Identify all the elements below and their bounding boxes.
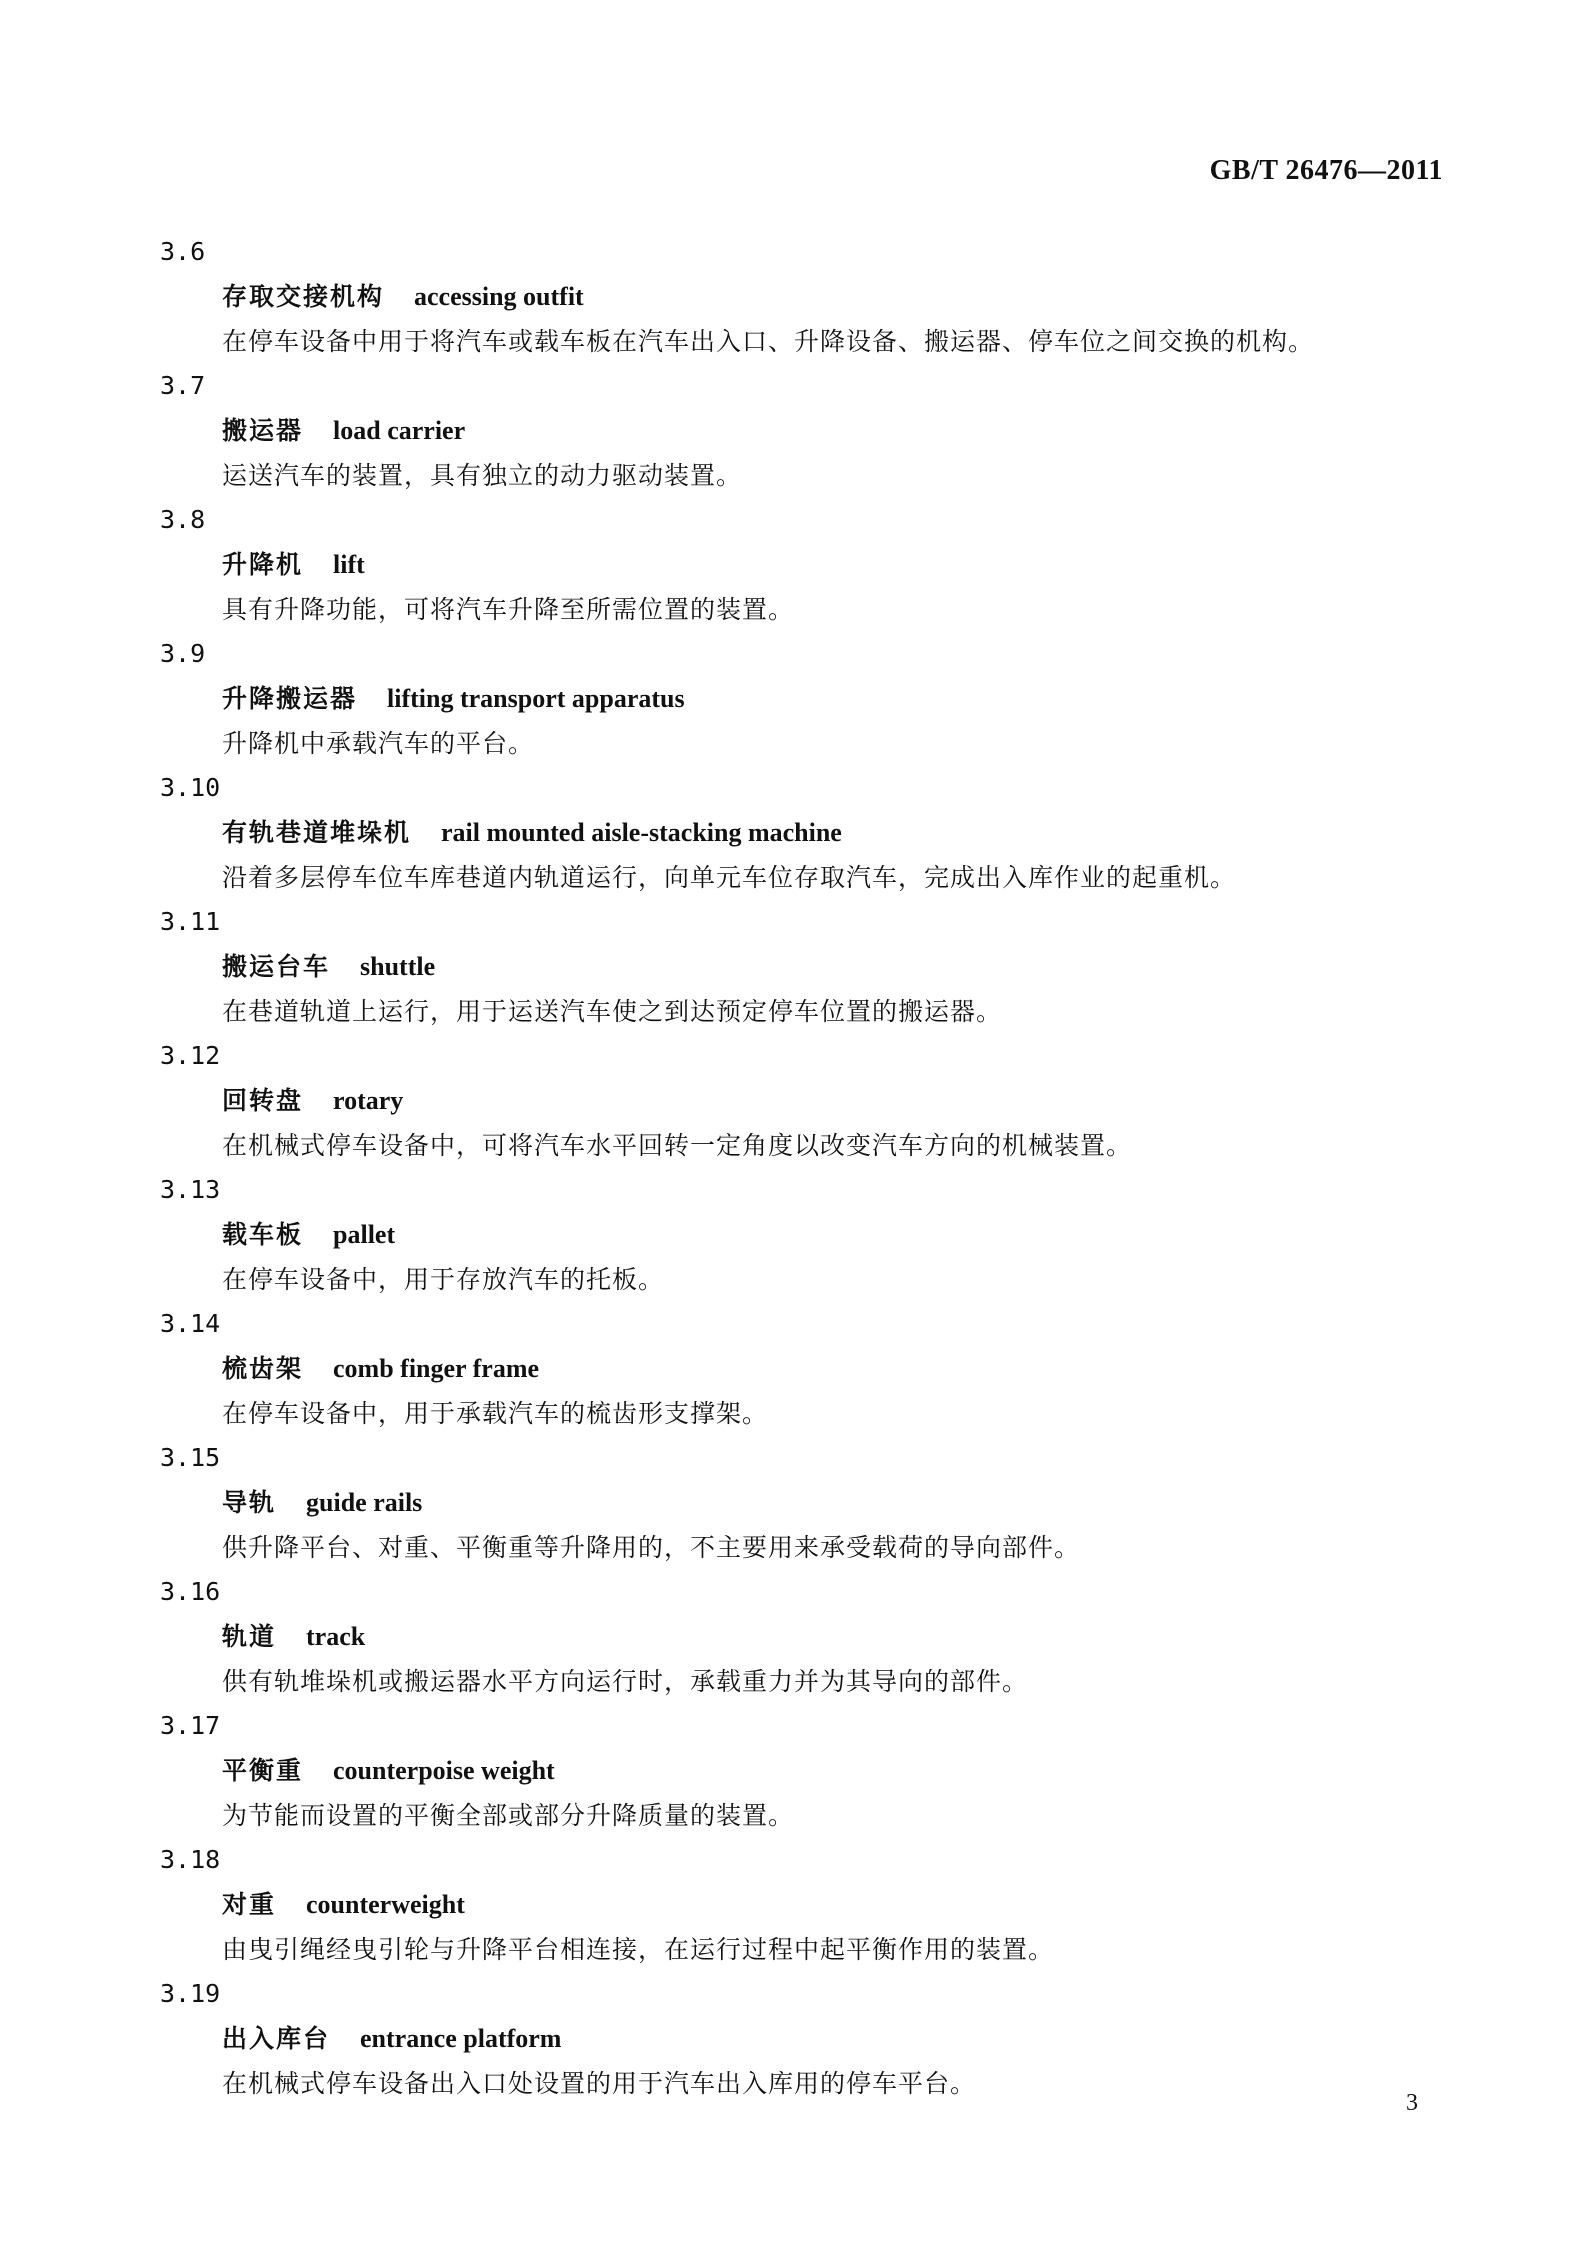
- term-heading: [160, 810, 1450, 855]
- clause-number: 3.15: [160, 1443, 221, 1472]
- term-chinese: 轨道: [222, 1622, 277, 1651]
- term-entry: [160, 1704, 1450, 1838]
- term-chinese: 载车板: [222, 1220, 304, 1249]
- term-definition: 在停车设备中用于将汽车或载车板在汽车出入口、升降设备、搬运器、停车位之间交换的机构。: [222, 327, 1315, 356]
- term-heading: [160, 676, 1450, 721]
- term-heading: [160, 542, 1450, 587]
- term-entry: [160, 1972, 1450, 2106]
- term-english: rotary: [333, 1086, 404, 1115]
- clause-number: 3.9: [160, 639, 206, 668]
- term-entry: [160, 1302, 1450, 1436]
- term-chinese: 梳齿架: [222, 1354, 304, 1383]
- term-definition: 在停车设备中，用于存放汽车的托板。: [222, 1265, 665, 1294]
- term-definition: 具有升降功能，可将汽车升降至所需位置的装置。: [222, 595, 795, 624]
- standard-code: GB/T 26476—2011: [1209, 155, 1443, 186]
- term-english: counterpoise weight: [333, 1756, 555, 1785]
- term-english: pallet: [333, 1220, 396, 1249]
- term-heading: [160, 1078, 1450, 1123]
- term-definition: 在机械式停车设备中，可将汽车水平回转一定角度以改变汽车方向的机械装置。: [222, 1131, 1133, 1160]
- term-english: lifting transport apparatus: [387, 684, 685, 713]
- clause-number: 3.12: [160, 1041, 221, 1070]
- term-definition: 升降机中承载汽车的平台。: [222, 729, 535, 758]
- term-definition: 在机械式停车设备出入口处设置的用于汽车出入库用的停车平台。: [222, 2069, 977, 2098]
- term-definition: 由曳引绳经曳引轮与升降平台相连接，在运行过程中起平衡作用的装置。: [222, 1935, 1055, 1964]
- term-chinese: 平衡重: [222, 1756, 304, 1785]
- term-heading: [160, 1882, 1450, 1927]
- page-number: 3: [1406, 2090, 1418, 2116]
- term-entry: [160, 766, 1450, 900]
- term-entry: [160, 1168, 1450, 1302]
- term-entry: [160, 1838, 1450, 1972]
- term-entry: [160, 498, 1450, 632]
- clause-number: 3.13: [160, 1175, 221, 1204]
- term-chinese: 导轨: [222, 1488, 277, 1517]
- clause-number: 3.8: [160, 505, 206, 534]
- term-english: shuttle: [360, 952, 436, 981]
- term-entry: [160, 364, 1450, 498]
- term-heading: [160, 274, 1450, 319]
- term-definition: 供升降平台、对重、平衡重等升降用的，不主要用来承受载荷的导向部件。: [222, 1533, 1081, 1562]
- term-entry: [160, 900, 1450, 1034]
- term-definition: 供有轨堆垛机或搬运器水平方向运行时，承载重力并为其导向的部件。: [222, 1667, 1029, 1696]
- clause-number: 3.16: [160, 1577, 221, 1606]
- term-english: accessing outfit: [414, 282, 584, 311]
- term-heading: [160, 1748, 1450, 1793]
- term-chinese: 搬运器: [222, 416, 304, 445]
- term-heading: [160, 1212, 1450, 1257]
- term-entry: [160, 1436, 1450, 1570]
- term-chinese: 升降搬运器: [222, 684, 358, 713]
- term-entry: [160, 230, 1450, 364]
- term-chinese: 有轨巷道堆垛机: [222, 818, 412, 847]
- term-chinese: 对重: [222, 1890, 277, 1919]
- term-definition: 运送汽车的装置，具有独立的动力驱动装置。: [222, 461, 743, 490]
- clause-number: 3.17: [160, 1711, 221, 1740]
- term-english: load carrier: [333, 416, 466, 445]
- clause-number: 3.6: [160, 237, 206, 266]
- term-heading: [160, 1346, 1450, 1391]
- clause-number: 3.10: [160, 773, 221, 802]
- term-chinese: 回转盘: [222, 1086, 304, 1115]
- term-english: track: [306, 1622, 366, 1651]
- term-entry: [160, 1034, 1450, 1168]
- term-definition: 在停车设备中，用于承载汽车的梳齿形支撑架。: [222, 1399, 769, 1428]
- term-heading: [160, 2016, 1450, 2061]
- term-heading: [160, 1614, 1450, 1659]
- term-chinese: 出入库台: [222, 2024, 331, 2053]
- term-entries: [160, 230, 1450, 2106]
- term-chinese: 存取交接机构: [222, 282, 385, 311]
- clause-number: 3.19: [160, 1979, 221, 2008]
- clause-number: 3.18: [160, 1845, 221, 1874]
- clause-number: 3.7: [160, 371, 206, 400]
- term-heading: [160, 1480, 1450, 1525]
- term-english: counterweight: [306, 1890, 465, 1919]
- term-english: rail mounted aisle-stacking machine: [441, 818, 842, 847]
- term-definition: 为节能而设置的平衡全部或部分升降质量的装置。: [222, 1801, 795, 1830]
- term-english: entrance platform: [360, 2024, 562, 2053]
- term-english: lift: [333, 550, 365, 579]
- term-chinese: 升降机: [222, 550, 304, 579]
- clause-number: 3.11: [160, 907, 221, 936]
- term-chinese: 搬运台车: [222, 952, 331, 981]
- clause-number: 3.14: [160, 1309, 221, 1338]
- term-english: comb finger frame: [333, 1354, 540, 1383]
- term-entry: [160, 632, 1450, 766]
- term-heading: [160, 944, 1450, 989]
- term-definition: 沿着多层停车位车库巷道内轨道运行，向单元车位存取汽车，完成出入库作业的起重机。: [222, 863, 1237, 892]
- term-entry: [160, 1570, 1450, 1704]
- term-heading: [160, 408, 1450, 453]
- term-english: guide rails: [306, 1488, 423, 1517]
- term-definition: 在巷道轨道上运行，用于运送汽车使之到达预定停车位置的搬运器。: [222, 997, 1003, 1026]
